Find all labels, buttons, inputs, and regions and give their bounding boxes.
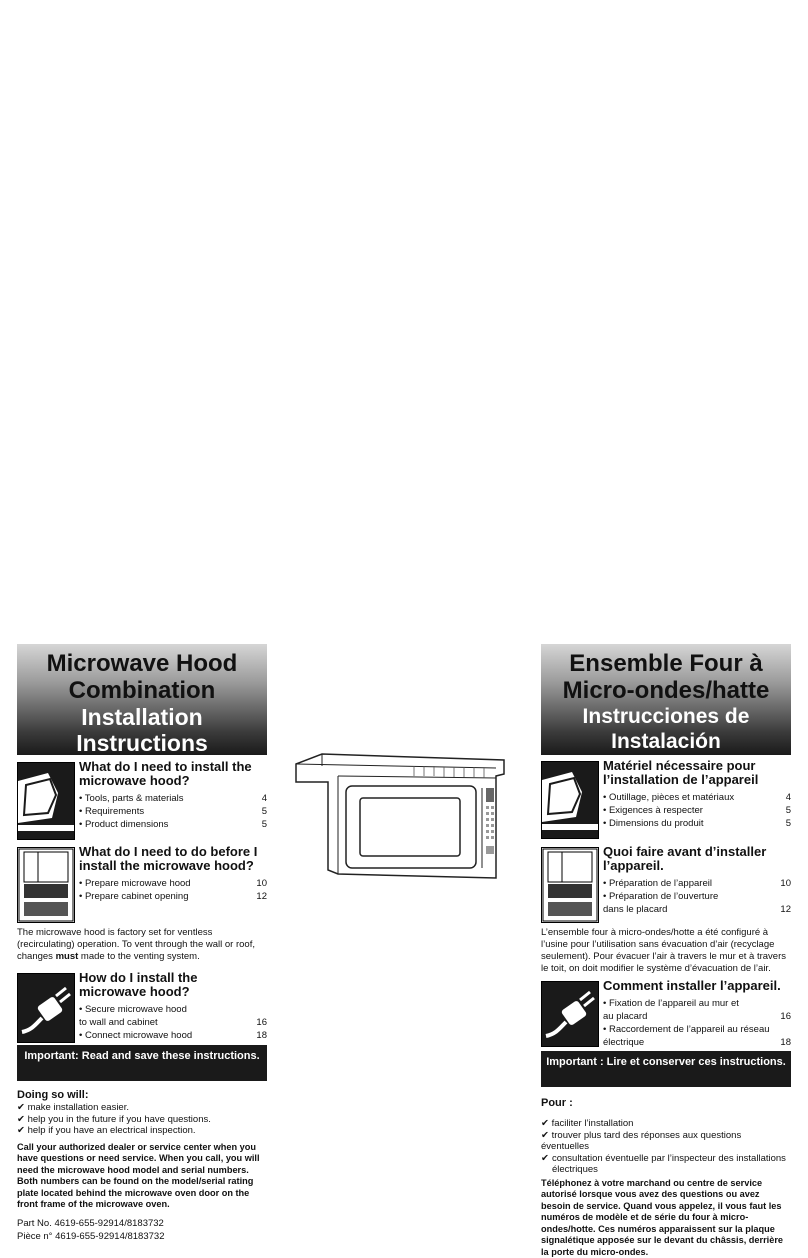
important-banner: Important : Lire et conserver ces instructions. [541,1051,791,1087]
check-item: ✔ help if you have an electrical inspection. [17,1125,267,1137]
check-item: ✔ help you in the future if you have questions. [17,1114,267,1126]
toc-row: • Connect microwave hood 18 [79,1029,267,1042]
toc-title: Comment installer l’appareil. [603,979,791,993]
toc-section-tools [17,760,267,842]
title-line-4: Instructions [17,730,267,756]
toc-row: • Fixation de l’appareil au mur et au placard 16 [603,997,791,1023]
toc-row: • Secure microwave hood to wall and cabinet 16 [79,1003,267,1029]
check-icon: ✔ [541,1130,549,1141]
ventless-note: The microwave hood is factory set for ventless (recirculating) operation. To vent through the wall or roof, changes must made to the venting system. [17,927,267,963]
toc-row: • Prepare microwave hood 10 [79,877,267,890]
title-banner [17,644,267,755]
ventless-note: L’ensemble four à micro-ondes/hotte a été configuré à l’usine pour l’utilisation sans évacuation d’air (recyclage seulement). Pour évacuer l’air à travers le mur et à travers le toit, on doit modifier le système d’évacuation de l’air. [541,927,791,975]
toc-row: • Tools, parts & materials 4 [79,792,267,805]
cabinet-icon [18,848,74,922]
cabinet-icon [542,848,598,922]
toc-body [603,845,791,916]
check-icon: ✔ [541,1118,549,1129]
english-panel [17,644,267,1243]
check-item: ✔ faciliter l’installation [541,1118,791,1130]
title-line-3: Instrucciones de [541,704,791,729]
title-line-3: Installation [17,704,267,730]
toc-section-prepare [17,845,267,923]
toc-title: Quoi faire avant d’installer l’appareil. [603,845,791,873]
check-item: ✔ trouver plus tard des réponses aux questions éventuelles [541,1130,791,1153]
toc-row: • Dimensions du produit 5 [603,817,791,830]
check-icon: ✔ [541,1153,549,1176]
call-dealer-text: Téléphonez à votre marchand ou centre de service autorisé lorsque vous avez des questions ou avez besoin de service. Quand vous appelez, il vous faut les numéros de modèle et de série du four à micro-ondes/hotte. Ces numéros apparaissent sur la plaque signalétique apposée sur le devant du châssis, derrière la porte du micro-ondes. [541,1178,791,1258]
plug-icon [18,974,74,1042]
toc-body [603,759,791,830]
call-dealer-text: Call your authorized dealer or service center when you have questions or need service. When you call, you will need the microwave hood model and serial numbers. Both numbers can be found on the model/serial rating plate located behind the microwave oven door on the front frame of the microwave oven. [17,1142,267,1211]
doing-so-heading: Doing so will: [17,1089,267,1102]
countertop-icon [542,762,598,838]
toc-title: Matériel nécessaire pour l’installation de l’appareil [603,759,791,787]
countertop-illustration [17,762,75,840]
check-icon: ✔ [17,1114,25,1125]
toc-row: • Exigences à respecter 5 [603,804,791,817]
toc-body [79,845,267,903]
toc-row: • Raccordement de l’appareil au réseau électrique 18 [603,1023,791,1049]
check-item: ✔ consultation éventuelle par l’inspecteur des installations électriques [541,1153,791,1176]
toc-row: • Outillage, pièces et matériaux 4 [603,791,791,804]
countertop-illustration [541,761,599,839]
french-panel [541,644,791,1258]
toc-row: • Préparation de l’ouverture dans le placard 12 [603,890,791,916]
title-line-1: Ensemble Four à [541,650,791,677]
toc-title: How do I install the microwave hood? [79,971,267,999]
toc-title: What do I need to install the microwave hood? [79,760,267,788]
check-icon: ✔ [17,1125,25,1136]
toc-body [79,760,267,831]
toc-title: What do I need to do before I install the microwave hood? [79,845,267,873]
microwave-illustration [294,752,506,882]
title-line-1: Microwave Hood [17,650,267,677]
important-banner: Important: Read and save these instructions. [17,1045,267,1081]
cabinet-illustration [541,847,599,923]
toc-section-tools [541,759,791,841]
plug-illustration [541,981,599,1047]
toc-body [603,979,791,1049]
piece-number: Pièce n° 4619-655-92914/8183732 [17,1230,267,1243]
toc-row: • Préparation de l’appareil 10 [603,877,791,890]
title-banner [541,644,791,755]
plug-icon [542,982,598,1046]
toc-section-install [541,979,791,1051]
toc-row: • Product dimensions 5 [79,818,267,831]
toc-row: • Requirements 5 [79,805,267,818]
cabinet-illustration [17,847,75,923]
countertop-icon [18,763,74,839]
title-line-2: Combination [17,677,267,704]
check-icon: ✔ [17,1102,25,1113]
pour-heading: Pour : [541,1097,791,1110]
toc-section-install [17,971,267,1043]
part-number: Part No. 4619-655-92914/8183732 [17,1217,267,1230]
title-line-4: Instalación [541,729,791,754]
title-line-2: Micro-ondes/hatte [541,677,791,704]
toc-row: • Prepare cabinet opening 12 [79,890,267,903]
plug-illustration [17,973,75,1043]
toc-section-prepare [541,845,791,925]
check-item: ✔ make installation easier. [17,1102,267,1114]
toc-body [79,971,267,1042]
